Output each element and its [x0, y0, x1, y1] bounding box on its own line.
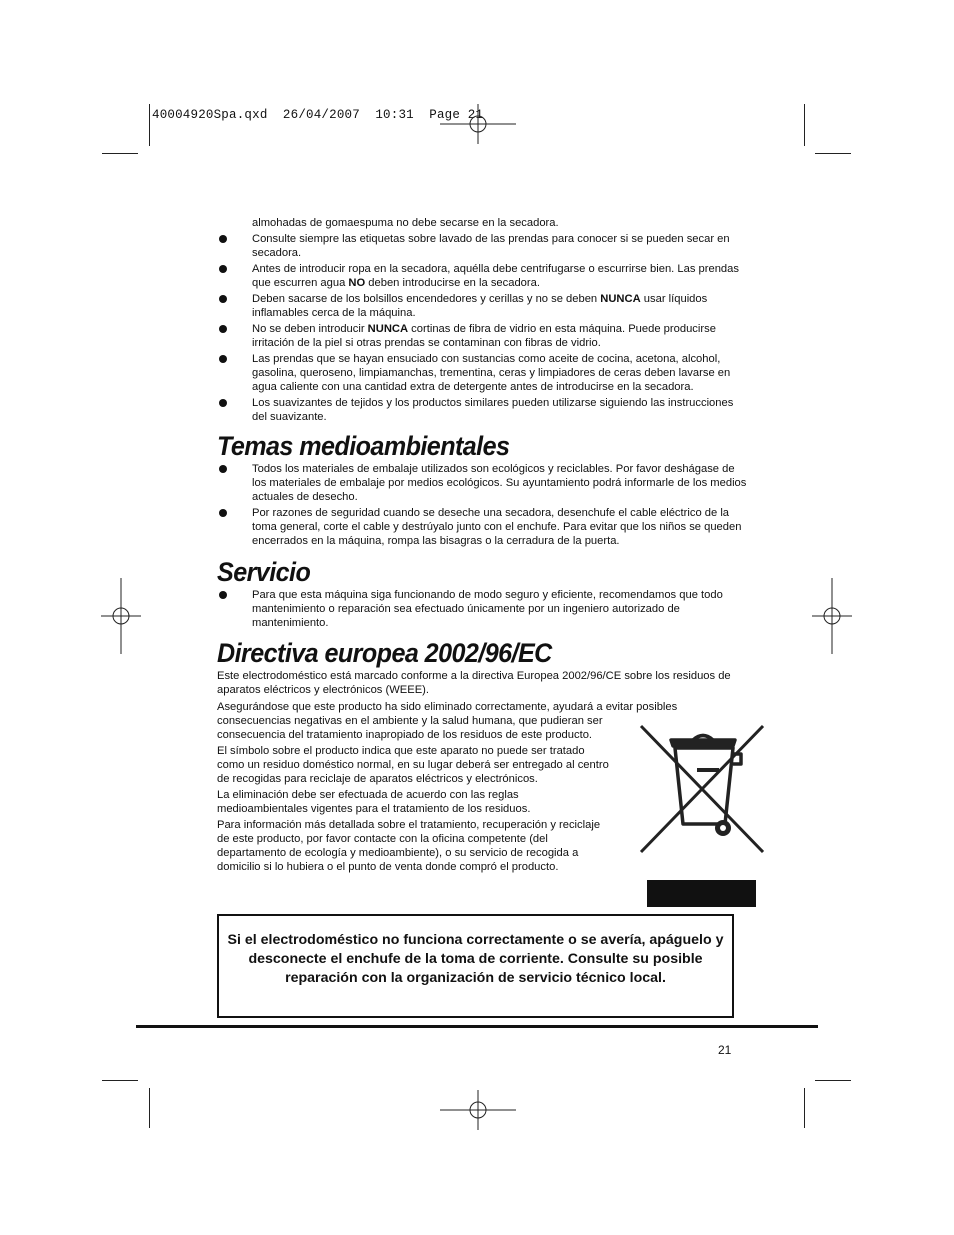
- bullet-item: [217, 462, 747, 504]
- bullet-item: [217, 588, 747, 630]
- service-notice-box: Si el electrodoméstico no funciona correctamente o se avería, apáguelo y desconecte el enchufe de la toma de corriente. Consulte su posible reparación con la organización de servicio técnico local.: [217, 914, 734, 1018]
- bullet-text: Consulte siempre las etiquetas sobre lavado de las prendas para conocer si se pueden secar en secadora.: [252, 233, 730, 259]
- bullet-emphasis: NUNCA: [367, 323, 409, 335]
- intro-continuation: almohadas de gomaespuma no debe secarse en la secadora.: [252, 217, 559, 229]
- weee-text-column: [217, 714, 612, 874]
- registration-mark-icon: [440, 1090, 516, 1130]
- page-number: 21: [718, 1043, 732, 1057]
- crop-mark: [149, 104, 150, 146]
- weee-paragraph: La eliminación debe ser efectuada de acuerdo con las reglas medioambientales vigentes para el tratamiento de los residuos.: [217, 789, 531, 815]
- bullet-list-top: [217, 232, 747, 424]
- bullet-item: [217, 232, 747, 260]
- bullet-text: usar líquidos inflamables cerca de la máquina.: [252, 293, 708, 319]
- bullet-item: [217, 396, 747, 424]
- bullet-dot-icon: [219, 235, 227, 243]
- weee-paragraph: Este electrodoméstico está marcado conforme a la directiva Europea 2002/96/CE sobre los residuos de aparatos eléctricos y electrónicos (WEEE).: [217, 670, 731, 696]
- crop-mark: [102, 1080, 138, 1081]
- registration-mark-icon: [812, 578, 852, 654]
- bullet-text: Para que esta máquina siga funcionando de modo seguro y eficiente, recomendamos que todo mantenimiento o reparación sea efectuado únicamente por un ingeniero autorizado de mantenimiento.: [252, 589, 723, 629]
- weee-paragraph: Para información más detallada sobre el tratamiento, recuperación y reciclaje de este producto, por favor contacte con la oficina competente (del departamento de ecología y medioambiente), o su servicio de recogida a domicilio si lo hubiera o el punto de venta donde compró el producto.: [217, 819, 601, 873]
- bullet-text: Antes de introducir ropa en la secadora, aquélla debe centrifugarse o escurrirse bien. Las prendas que escurren agua: [252, 263, 739, 289]
- heading-environment: Temas medioambientales: [217, 431, 510, 461]
- bullet-dot-icon: [219, 355, 227, 363]
- bullet-dot-icon: [219, 325, 227, 333]
- bullet-item: [217, 292, 747, 320]
- weee-black-bar: [647, 880, 756, 907]
- bullet-item: [217, 322, 747, 350]
- bullet-dot-icon: [219, 591, 227, 599]
- weee-paragraph: El símbolo sobre el producto indica que este aparato no puede ser tratado como un residuo doméstico normal, en su lugar deberá ser entregado al centro de recogidas para reciclaje de aparatos eléctricos y electrónicos.: [217, 745, 609, 785]
- bullet-item: [217, 352, 747, 394]
- crop-mark: [815, 1080, 851, 1081]
- footer-rule: [136, 1025, 818, 1028]
- bullet-text: deben introducirse en la secadora.: [365, 277, 540, 289]
- bullet-emphasis: NUNCA: [600, 293, 641, 305]
- bullet-text: Todos los materiales de embalaje utilizados son ecológicos y reciclables. Por favor deshágase de los materiales de embalaje por medios ecológicos. Su ayuntamiento podrá informarle de los medios actuales de desecho.: [252, 463, 747, 503]
- crop-mark: [815, 153, 851, 154]
- bullet-item: [217, 262, 747, 290]
- crop-mark: [804, 1088, 805, 1128]
- bullet-text: Los suavizantes de tejidos y los productos similares pueden utilizarse siguiendo las instrucciones del suavizante.: [252, 397, 734, 423]
- bullet-list-environment: [217, 462, 747, 548]
- crop-mark: [804, 104, 805, 146]
- bullet-item: [217, 506, 747, 548]
- bullet-text: No se deben introducir: [252, 323, 368, 335]
- heading-weee-directive: Directiva europea 2002/96/EC: [217, 638, 552, 668]
- bullet-dot-icon: [219, 295, 227, 303]
- bullet-dot-icon: [219, 399, 227, 407]
- weee-paragraph-line: Asegurándose que este producto ha sido eliminado correctamente, ayudará a evitar posibles: [217, 701, 678, 713]
- crop-mark: [102, 153, 138, 154]
- printer-slug: 40004920Spa.qxd 26/04/2007 10:31 Page 21: [152, 108, 484, 122]
- bullet-emphasis: NO: [348, 277, 366, 289]
- crop-mark: [149, 1088, 150, 1128]
- bullet-dot-icon: [219, 509, 227, 517]
- bullet-text: Por razones de seguridad cuando se deseche una secadora, desenchufe el cable eléctrico de la toma general, corte el cable y destrúyalo junto con el enchufe. Para evitar que los niños se queden encerrados en la máquina, rompa las bisagras o la cerradura de la puerta.: [252, 507, 742, 547]
- registration-mark-icon: [101, 578, 141, 654]
- weee-paragraph: consecuencias negativas en el ambiente y la salud humana, que pudieran ser consecuencia del tratamiento inapropiado de los residuos de este producto.: [217, 715, 603, 741]
- heading-service: Servicio: [217, 557, 311, 587]
- registration-mark-icon: [440, 104, 516, 144]
- bullet-dot-icon: [219, 265, 227, 273]
- bullet-text: Deben sacarse de los bolsillos encendedores y cerillas y no se deben: [252, 293, 601, 305]
- bullet-dot-icon: [219, 465, 227, 473]
- bullet-list-service: [217, 588, 747, 630]
- bullet-text: cortinas de fibra de vidrio en esta máquina. Puede producirse irritación de la piel si otras prendas se contaminan con fibras de vidrio.: [252, 323, 716, 349]
- bullet-text: Las prendas que se hayan ensuciado con sustancias como aceite de cocina, acetona, alcohol, gasolina, queroseno, limpiamanchas, trementina, ceras y limpiadores de ceras deben lavarse en agua caliente con una cantidad extra de detergente antes de introducirse en la secadora.: [252, 353, 731, 393]
